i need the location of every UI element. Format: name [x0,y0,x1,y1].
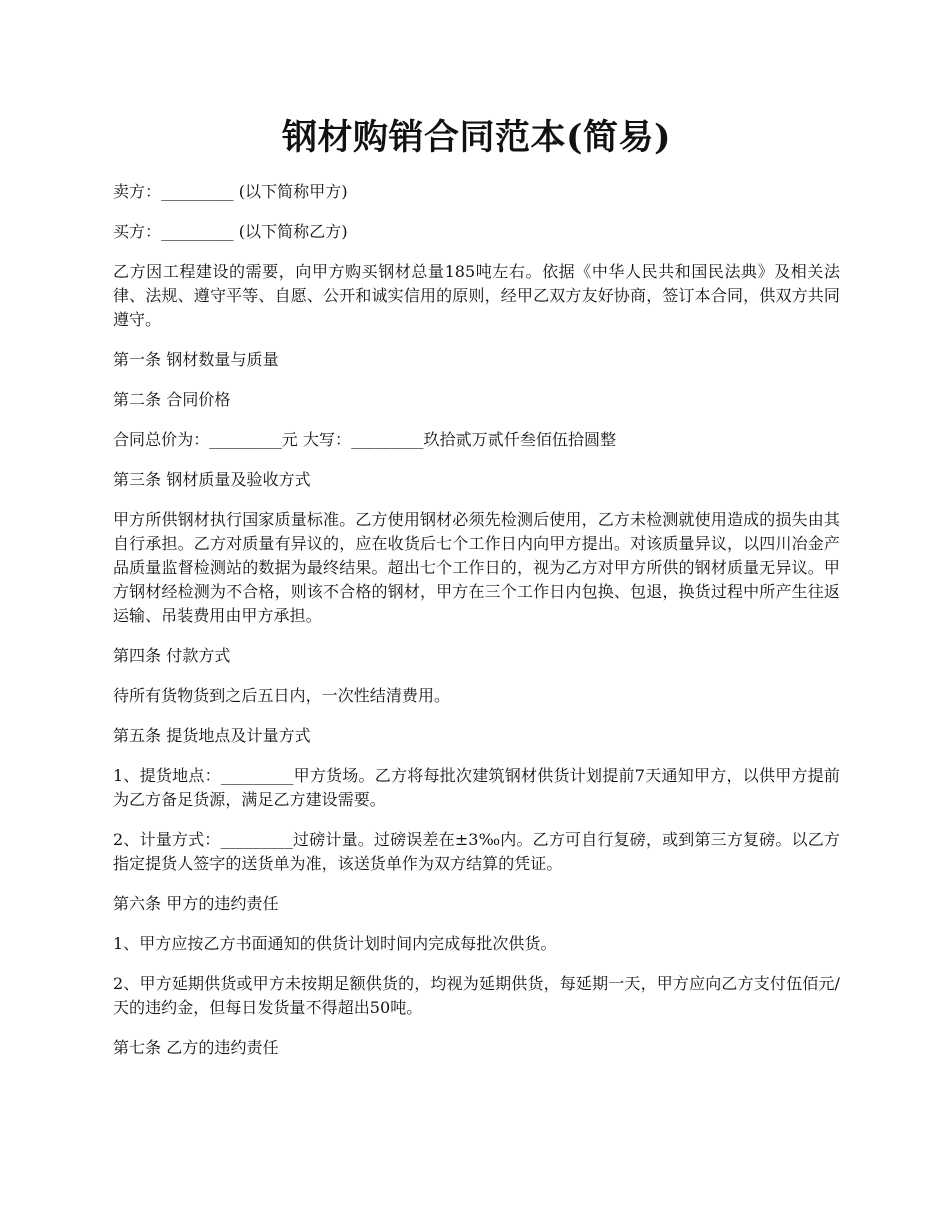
payment-paragraph: 待所有货物货到之后五日内，一次性结清费用。 [113,686,451,705]
article-6-heading: 第六条 甲方的违约责任 [113,894,279,913]
article-2-heading: 第二条 合同价格 [113,390,231,409]
article-1-heading: 第一条 钢材数量与质量 [113,350,279,369]
article-5-heading: 第五条 提货地点及计量方式 [113,726,311,745]
article-7-heading: 第七条 乙方的违约责任 [113,1038,279,1057]
party-a-liability-1: 1、甲方应按乙方书面通知的供货计划时间内完成每批次供货。 [113,934,557,953]
buyer-line: 买方：_________ (以下简称乙方) [113,222,348,241]
document-title: 钢材购销合同范本(简易) [281,117,672,158]
document-body [113,180,840,1076]
preamble-paragraph: 乙方因工程建设的需要，向甲方购买钢材总量185吨左右。依据《中华人民共和国民法典》及相关法律、法规、遵守平等、自愿、公开和诚实信用的原则，经甲乙双方友好协商，签订本合同，供双方共同遵守。 [113,262,840,329]
total-price-line: 合同总价为：_________元 大写：_________玖拾贰万贰仟叁佰伍拾圆整 [113,430,617,449]
article-4-heading: 第四条 付款方式 [113,646,231,665]
quality-acceptance-paragraph: 甲方所供钢材执行国家质量标准。乙方使用钢材必须先检测后使用，乙方未检测就使用造成的损失由其自行承担。乙方对质量有异议的，应在收货后七个工作日内向甲方提出。对该质量异议，以四川冶金产品质量监督检测站的数据为最终结果。超出七个工作日的，视为乙方对甲方所供的钢材质量无异议。甲方钢材经检测为不合格，则该不合格的钢材，甲方在三个工作日内包换、包退，换货过程中所产生往返运输、吊装费用由甲方承担。 [113,510,840,625]
measurement-paragraph: 2、计量方式：_________过磅计量。过磅误差在±3‰内。乙方可自行复磅，或到第三方复磅。以乙方指定提货人签字的送货单为准，该送货单作为双方结算的凭证。 [113,830,840,873]
party-a-liability-2: 2、甲方延期供货或甲方未按期足额供货的，均视为延期供货，每延期一天，甲方应向乙方支付伍佰元/天的违约金，但每日发货量不得超出50吨。 [113,974,840,1017]
pickup-location-paragraph: 1、提货地点：_________甲方货场。乙方将每批次建筑钢材供货计划提前7天通知甲方，以供甲方提前为乙方备足货源，满足乙方建设需要。 [113,766,840,809]
article-3-heading: 第三条 钢材质量及验收方式 [113,470,311,489]
seller-line: 卖方：_________ (以下简称甲方) [113,182,348,201]
